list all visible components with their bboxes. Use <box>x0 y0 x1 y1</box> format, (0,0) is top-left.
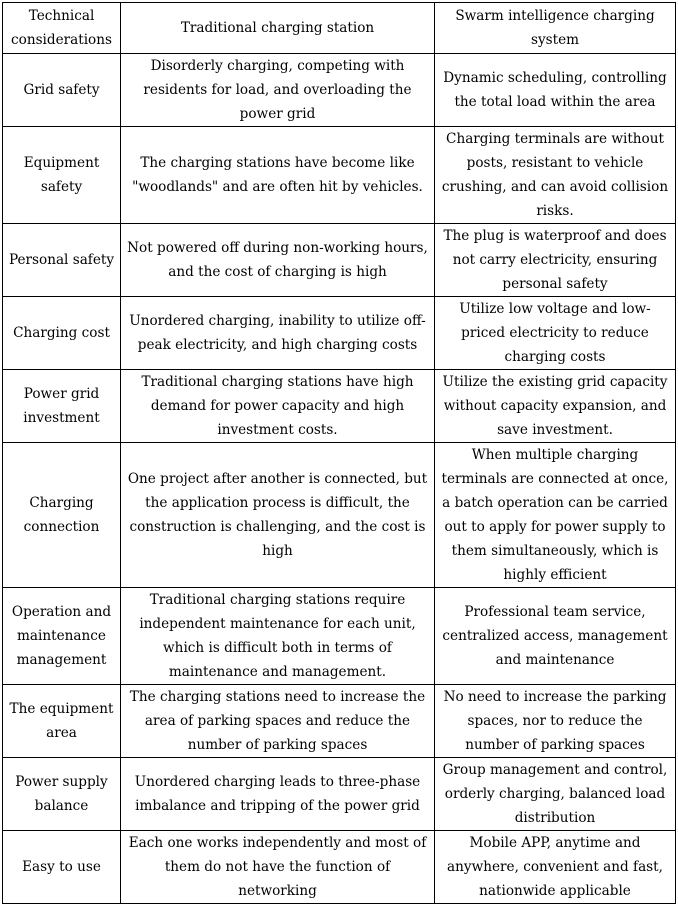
swarm-cell: Utilize the existing grid capacity without capacity expansion, and save investment. <box>435 370 676 443</box>
header-row <box>3 3 676 54</box>
swarm-cell: Group management and control, orderly charging, balanced load distribution <box>435 758 676 831</box>
row-label: Equipment safety <box>3 127 121 224</box>
traditional-cell: Not powered off during non-working hours, and the cost of charging is high <box>121 224 435 297</box>
swarm-cell: No need to increase the parking spaces, nor to reduce the number of parking spaces <box>435 685 676 758</box>
table-row <box>3 685 676 758</box>
swarm-cell: Professional team service, centralized access, management and maintenance <box>435 588 676 685</box>
row-label: Power supply balance <box>3 758 121 831</box>
table-row <box>3 127 676 224</box>
swarm-cell: Mobile APP, anytime and anywhere, convenient and fast, nationwide applicable <box>435 831 676 904</box>
row-label: Charging connection <box>3 443 121 588</box>
table-row <box>3 370 676 443</box>
comparison-table <box>2 2 676 904</box>
traditional-cell: Disorderly charging, competing with residents for load, and overloading the power grid <box>121 54 435 127</box>
traditional-cell: Unordered charging leads to three-phase imbalance and tripping of the power grid <box>121 758 435 831</box>
swarm-cell: Utilize low voltage and low-priced electricity to reduce charging costs <box>435 297 676 370</box>
table-row <box>3 443 676 588</box>
table-row <box>3 224 676 297</box>
header-traditional-charging-station: Traditional charging station <box>121 3 435 54</box>
table-row <box>3 54 676 127</box>
traditional-cell: One project after another is connected, but the application process is difficult, the construction is challenging, and the cost is high <box>121 443 435 588</box>
traditional-cell: Traditional charging stations require independent maintenance for each unit, which is difficult both in terms of maintenance and management. <box>121 588 435 685</box>
traditional-cell: Traditional charging stations have high demand for power capacity and high investment costs. <box>121 370 435 443</box>
traditional-cell: The charging stations need to increase the area of parking spaces and reduce the number of parking spaces <box>121 685 435 758</box>
swarm-cell: When multiple charging terminals are connected at once, a batch operation can be carried out to apply for power supply to them simultaneously, which is highly efficient <box>435 443 676 588</box>
traditional-cell: Unordered charging, inability to utilize off-peak electricity, and high charging costs <box>121 297 435 370</box>
traditional-cell: The charging stations have become like "woodlands" and are often hit by vehicles. <box>121 127 435 224</box>
table-row <box>3 588 676 685</box>
row-label: Easy to use <box>3 831 121 904</box>
row-label: Charging cost <box>3 297 121 370</box>
row-label: Power grid investment <box>3 370 121 443</box>
traditional-cell: Each one works independently and most of them do not have the function of networking <box>121 831 435 904</box>
swarm-cell: Charging terminals are without posts, resistant to vehicle crushing, and can avoid collision risks. <box>435 127 676 224</box>
swarm-cell: The plug is waterproof and does not carry electricity, ensuring personal safety <box>435 224 676 297</box>
row-label: The equipment area <box>3 685 121 758</box>
row-label: Grid safety <box>3 54 121 127</box>
table-row <box>3 758 676 831</box>
header-swarm-intelligence-charging-system: Swarm intelligence charging system <box>435 3 676 54</box>
row-label: Personal safety <box>3 224 121 297</box>
table-row <box>3 297 676 370</box>
header-technical-considerations: Technical considerations <box>3 3 121 54</box>
row-label: Operation and maintenance management <box>3 588 121 685</box>
table-row <box>3 831 676 904</box>
swarm-cell: Dynamic scheduling, controlling the total load within the area <box>435 54 676 127</box>
